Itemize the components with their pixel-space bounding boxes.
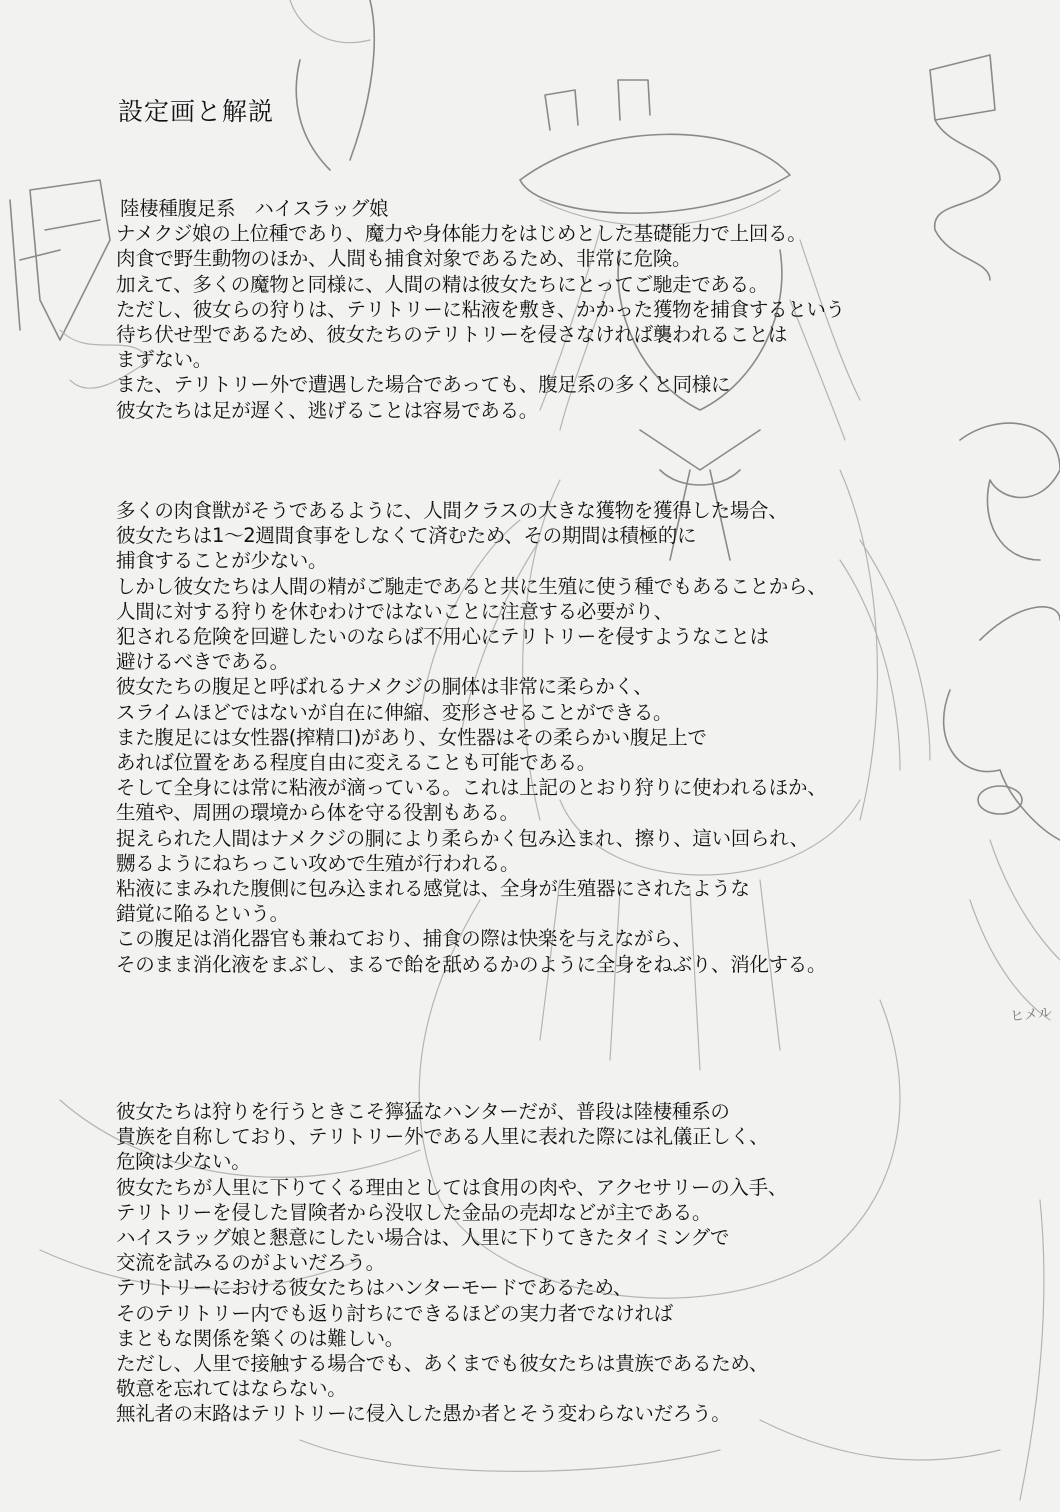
text-line: 敬意を忘れてはならない。: [116, 1377, 347, 1401]
text-line: テリトリーを侵した冒険者から没収した金品の売却などが主である。: [116, 1200, 712, 1224]
text-line: 交流を試みるのがよいだろう。: [116, 1251, 385, 1275]
text-line: そして全身には常に粘液が滴っている。これは上記のとおり狩りに使われるほか、: [116, 776, 827, 800]
text-line: 彼女たちの腹足と呼ばれるナメクジの胴体は非常に柔らかく、: [116, 675, 653, 699]
text-line: 肉食で野生動物のほか、人間も捕食対象であるため、非常に危険。: [116, 247, 692, 271]
text-line: ナメクジ娘の上位種であり、魔力や身体能力をはじめとした基礎能力で上回る。: [116, 222, 807, 246]
text-line: 彼女たちは1～2週間食事をしなくて済むため、その期間は積極的に: [116, 524, 697, 548]
text-line: 貴族を自称しており、テリトリー外である人里に表れた際には礼儀正しく、: [116, 1125, 769, 1149]
text-line: ただし、彼女らの狩りは、テリトリーに粘液を敷き、かかった獲物を捕食するという: [116, 297, 845, 321]
description-section-2: [116, 498, 826, 977]
text-line: ハイスラッグ娘と懇意にしたい場合は、人里に下りてきたタイミングで: [116, 1226, 730, 1250]
text-line: 犯される危険を回避したいのならば不用心にテリトリーを侵すようなことは: [116, 625, 769, 649]
text-line: 無礼者の末路はテリトリーに侵入した愚か者とそう変わらないだろう。: [116, 1402, 731, 1426]
sketch-bottom: [300, 1420, 1000, 1471]
sketch-right-lower: [970, 840, 1060, 1020]
text-line: そのまま消化液をまぶし、まるで飴を舐めるかのように全身をねぶり、消化する。: [116, 952, 827, 976]
sketch-head-top: [290, 0, 370, 43]
sketch-neck: [296, 0, 374, 170]
sketch-handwritten-note: ヒメル: [1009, 1004, 1053, 1026]
text-line: 嬲るようにねちっこい攻めで生殖が行われる。: [116, 851, 520, 875]
text-line: 人間に対する狩りを休むわけではないことに注意する必要がり、: [116, 599, 673, 623]
page-title: 設定画と解説: [118, 97, 275, 126]
text-line: 多くの肉食獣がそうであるように、人間クラスの大きな獲物を獲得した場合、: [116, 499, 788, 522]
text-line: あれば位置をある程度自由に変えることも可能である。: [116, 751, 597, 775]
description-section-1: [116, 196, 845, 423]
text-line: まともな関係を築くのは難しい。: [116, 1326, 405, 1350]
sketch-left-sleeve: [10, 180, 110, 340]
text-line: また腹足には女性器(搾精口)があり、女性器はその柔らかい腹足上で: [116, 725, 707, 749]
text-line: 捕食することが少ない。: [116, 549, 328, 573]
text-line: 彼女たちは狩りを行うときこそ獰猛なハンターだが、普段は陸棲種系の: [116, 1100, 730, 1123]
text-line: 危険は少ない。: [116, 1150, 251, 1174]
sketch-hat: [520, 80, 790, 213]
description-section-3: [116, 1099, 787, 1427]
sketch-right-bow: [960, 423, 1060, 560]
text-line: 彼女たちは足が遅く、逃げることは容易である。: [116, 398, 539, 422]
text-line: 捉えられた人間はナメクジの胴により柔らかく包み込まれ、擦り、這い回られ、: [116, 826, 809, 850]
text-line: 粘液にまみれた腹側に包み込まれる感覚は、全身が生殖器にされたような: [116, 877, 750, 901]
text-line: テリトリーにおける彼女たちはハンターモードであるため、: [116, 1276, 633, 1300]
text-line: 錯覚に陥るという。: [116, 902, 289, 926]
text-line: 待ち伏せ型であるため、彼女たちのテリトリーを侵さなければ襲われることは: [116, 323, 788, 347]
text-line: 彼女たちが人里に下りてくる理由としては食用の肉や、アクセサリーの入手、: [116, 1175, 788, 1199]
text-line: ただし、人里で接触する場合でも、あくまでも彼女たちは貴族であるため、: [116, 1352, 769, 1376]
text-line: 加えて、多くの魔物と同様に、人間の精は彼女たちにとってご馳走である。: [116, 272, 769, 296]
text-line: この腹足は消化器官も兼ねており、捕食の際は快楽を与えながら、: [116, 927, 692, 951]
text-line: 避けるべきである。: [116, 650, 289, 674]
text-line: 生殖や、周囲の環境から体を守る役割もある。: [116, 801, 519, 825]
text-line: そのテリトリー内でも返り討ちにできるほどの実力者でなければ: [116, 1301, 673, 1325]
text-line: まずない。: [116, 348, 213, 372]
text-line: しかし彼女たちは人間の精がご馳走であると共に生殖に使う種でもあることから、: [116, 574, 827, 598]
text-line: また、テリトリー外で遭遇した場合であっても、腹足系の多くと同様に: [116, 373, 731, 397]
sketch-right-tail: [1020, 1200, 1044, 1500]
sketch-right-figure: [944, 607, 1060, 840]
sketch-arm-right: [840, 540, 930, 770]
sketch-drill-curl: [930, 55, 1000, 280]
text-line: 陸棲種腹足系 ハイスラッグ娘: [120, 197, 389, 220]
text-line: スライムほどではないが自在に伸縮、変形させることができる。: [116, 700, 673, 724]
